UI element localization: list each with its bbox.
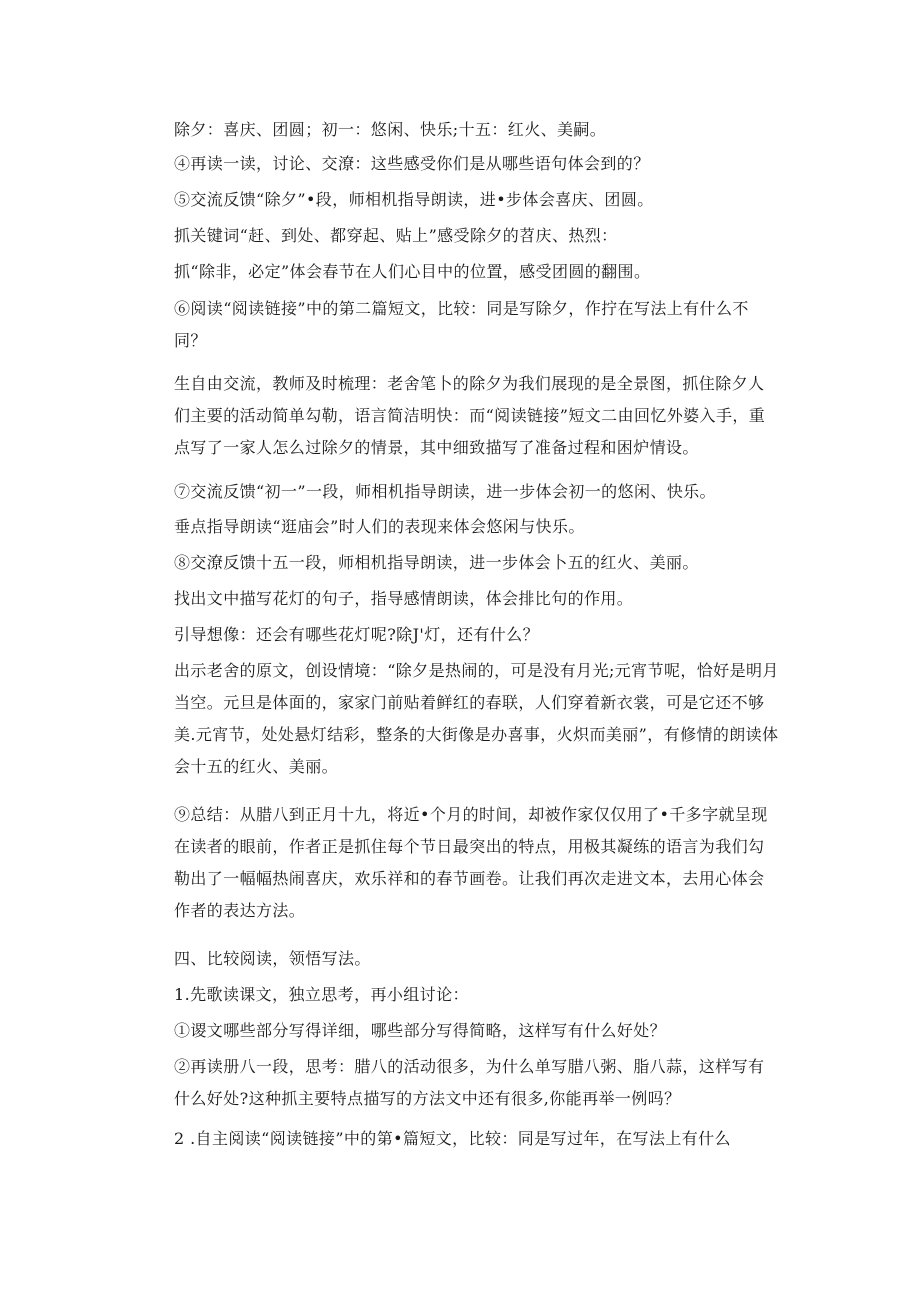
paragraph-festival-feelings: 除夕：喜庆、团圆；初一：悠闲、快乐;十五：红火、美嗣。 <box>174 120 607 139</box>
paragraph-step-5: ⑤交流反馈“除夕”•段，师相机指导朗读，进•步体会喜庆、团圆。 <box>174 190 654 209</box>
paragraph-step-9: ⑨总结：从腊八到正月十九，将近•个月的时间，却被作家仅仅用了•千多字就呈现在读者的眼前，作者正是抓住每个节日最突出的特点，用极其凝练的语言为我们勾勒出了一幅幅热闹喜庆，欢乐祥和的春节画卷。让我们再次走进文本，去用心体会作者的表达方法。 <box>174 805 768 920</box>
paragraph-item-1-a: ①谡文哪些部分写得详细，哪些部分写得简略，这样写有什么好处？ <box>174 1021 667 1040</box>
paragraph-step-7: ⑦交流反馈“初一”一段，师相机指导朗读，进一步体会初一的悠闲、快乐。 <box>174 482 716 501</box>
paragraph-lanterns: 找出文中描写花灯的句子，指导感情朗读，体会排比句的作用。 <box>174 589 634 608</box>
paragraph-keywords: 抓关键词“赶、到处、都穿起、贴上”感受除夕的苕庆、热烈： <box>174 226 618 245</box>
paragraph-discussion: 生自由交流，教师及时梳理：老舍笔卜的除夕为我们展现的是全景图，抓住除夕人们主要的活动简单勾勒，语言简洁明快：而“阅读链接”短文二由回忆外婆入手，重点写了一家人怎么过除夕的情景，其中细致描写了准备过程和困炉情设。 <box>174 374 766 457</box>
paragraph-original-text: 出示老舍的原文，创设情境：“除夕是热闹的，可是没有月光;元宵节呢，恰好是明月当空。元旦是体面的，家家门前贴着鲜红的春联，人们穿着新衣裳，可是它还不够美.元宵节，处处悬灯结彩，整条的大街像是办喜事，火炽而美丽”，有修情的朗读体会十五的红火、美丽。 <box>174 661 779 776</box>
paragraph-item-2: 2 .自主阅读“阅读链接”中的第•篇短文，比较：同是写过年，在写法上有什么 <box>174 1129 731 1148</box>
paragraph-section-4-heading: 四、比较阅读，领悟写法。 <box>174 949 371 968</box>
paragraph-reunion: 抓“除非，必定”体会春节在人们心目中的位置，感受团圆的翻围。 <box>174 262 651 281</box>
paragraph-step-4: ④再读一读，讨论、交潦：这些感受你们是从哪些语句体会到的？ <box>174 154 650 173</box>
paragraph-item-1: 1.先歌读课文，独立思考，再小组讨论： <box>174 985 469 1004</box>
paragraph-step-6: ⑥阅读“阅读链接”中的第二篇短文，比较：同是写除夕，作拧在写法上有什么不同？ <box>174 299 749 350</box>
paragraph-item-1-b: ②再读册八一段，思考：腊八的活动很多，为什么单写腊八粥、脂八蒜，这样写有什么好处?这种抓主要特点描写的方法文中还有很多,你能再举一例吗？ <box>174 1057 765 1108</box>
paragraph-step-8: ⑧交潦反馈十五一段，师相机指导朗读，进一步体会卜五的红火、美丽。 <box>174 553 699 572</box>
paragraph-temple-fair: 垂点指导朗读“逛庙会”时人们的表现来体会悠闲与快乐。 <box>174 517 585 536</box>
paragraph-imagination: 引导想像：还会有哪些花灯呢?除J'灯，还有什么？ <box>174 625 539 644</box>
